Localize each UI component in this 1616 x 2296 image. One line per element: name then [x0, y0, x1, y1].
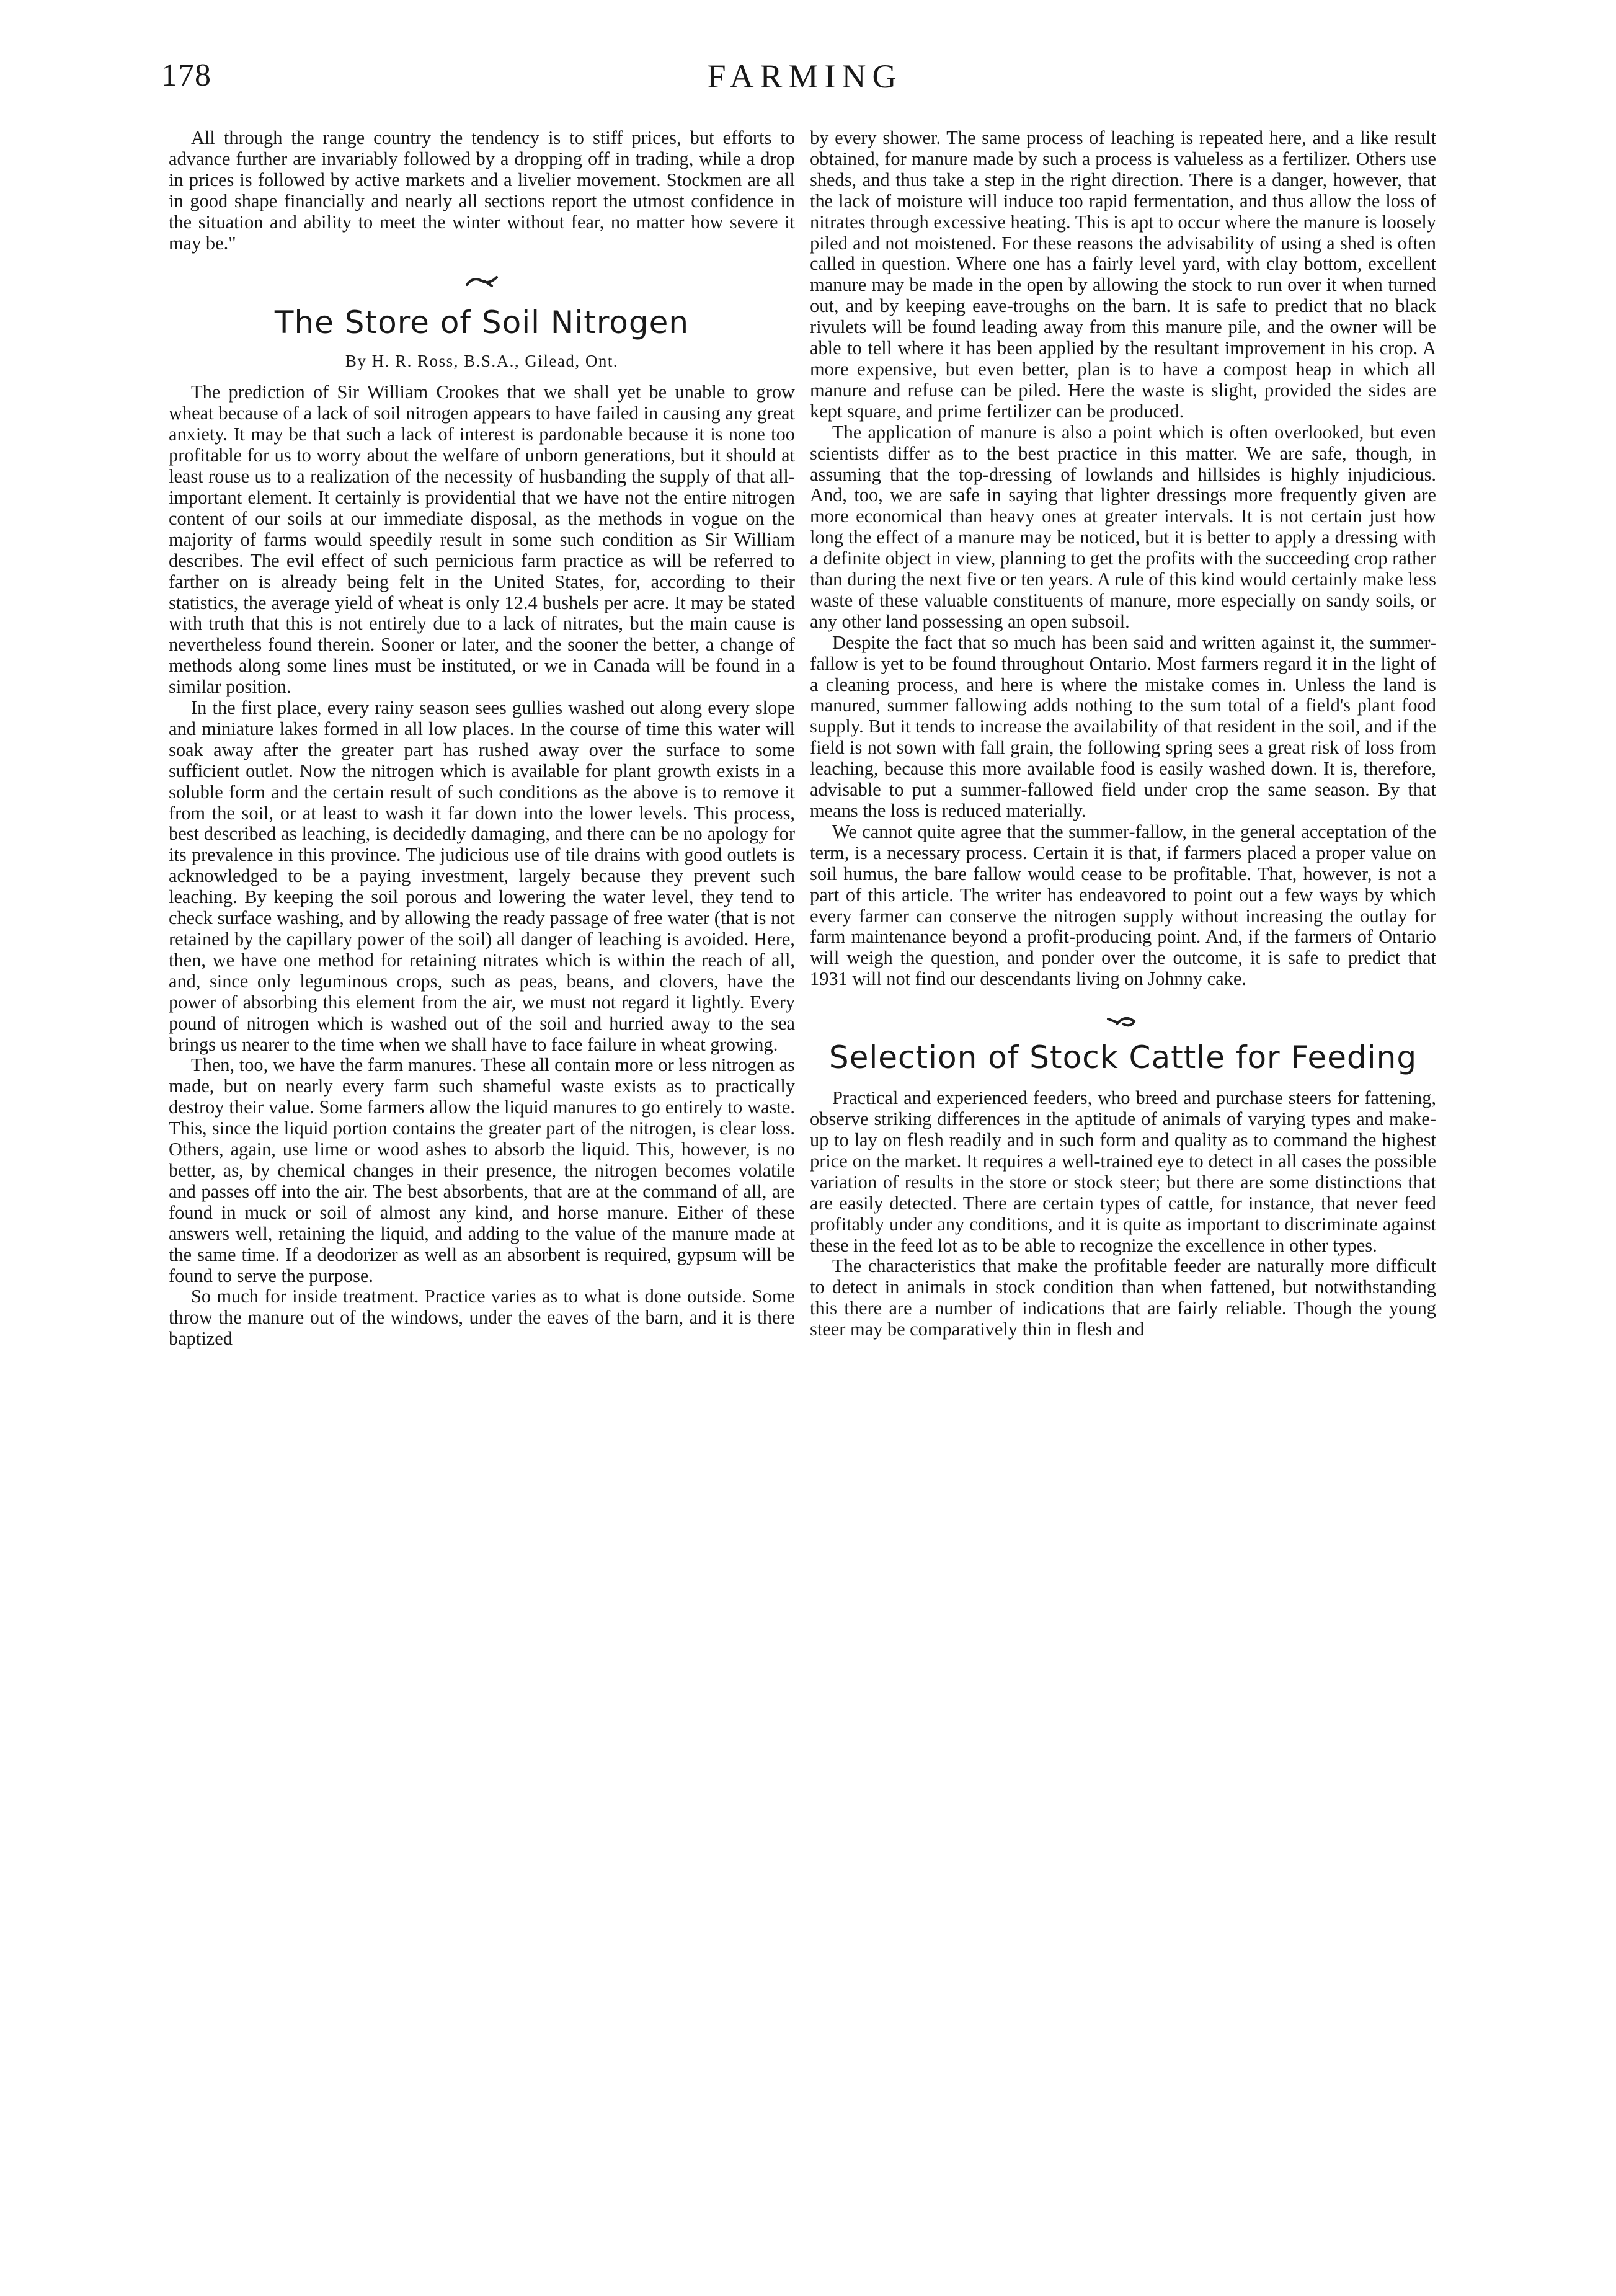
article-paragraph: The characteristics that make the profitable feeder are naturally more difficult to detect in animals in stock condition than when fattened, but notwithstanding this there are a number of indications that are fairly reliable. Though the young steer may be comparatively thin in flesh and [810, 1255, 1436, 1340]
intro-paragraph: All through the range country the tendency is to stiff prices, but efforts to advance further are invariably followed by a dropping off in trading, while a drop in prices is followed by active markets and a livelier movement. Stockmen are all in good shape financially and nearly all sections report the utmost confidence in the situation and ability to meet the winter without fear, no matter how severe it may be." [169, 127, 795, 254]
article-title: Selection of Stock Cattle for Feeding [828, 1039, 1418, 1076]
section-ornament-icon [810, 1002, 1436, 1039]
article-byline: By H. R. Ross, B.S.A., Gilead, Ont. [345, 352, 619, 371]
page-header [161, 57, 1449, 107]
article-paragraph: The prediction of Sir William Crookes that we shall yet be unable to grow wheat because of a lack of soil nitrogen appears to have failed in causing any great anxiety. It may be that such a lack of interest is pardonable because it is none too profitable for us to worry about the welfare of unborn generations, but it should at least rouse us to a realization of the necessity of husbanding the supply of that all-important element. It certainly is providential that we have not the entire nitrogen content of our soils at our immediate disposal, as the methods in vogue on the majority of farms would speedily result in some such condition as Sir William describes. The evil effect of such pernicious farm practice as will be referred to farther on is already being felt in the United States, for, according to their statistics, the average yield of wheat is only 12.4 bushels per acre. It may be stated with truth that this is not entirely due to a lack of nitrates, but the main cause is nevertheless found therein. Sooner or later, and the sooner the better, a change of methods along some lines must be instituted, or we in Canada will be found in a similar position. [169, 381, 795, 698]
article-paragraph: In the first place, every rainy season sees gullies washed out along every slope and miniature lakes formed in all low places. In the course of time this water will soak away after the greater part has rushed away over the surface to some sufficient outlet. Now the nitrogen which is available for plant growth exists in a soluble form and the certain result of such conditions as the above is to remove it from the soil, or at least to wash it far down into the lower levels. This process, best described as leaching, is decidedly damaging, and there can be no apology for its prevalence in this province. The judicious use of tile drains with good outlets is acknowledged to be a paying investment, largely because they prevent such leaching. By keeping the soil porous and lowering the water level, they tend to check surface washing, and by allowing the ready passage of free water (that is not retained by the capillary power of the soil) all danger of leaching is avoided. Here, then, we have one method for retaining nitrates which is within the reach of all, and, since only leguminous crops, such as peas, beans, and clovers, have the power of absorbing this element from the air, we must not regard it lightly. Every pound of nitrogen which is washed out of the soil and hurried away to the sea brings us nearer to the time when we shall have to face failure in wheat growing. [169, 697, 795, 1055]
section-ornament-icon [169, 264, 795, 301]
article-paragraph: Practical and experienced feeders, who breed and purchase steers for fattening, observe striking differences in the aptitude of animals of varying types and make-up to lay on flesh readily and in such form and quality as to command the highest price on the market. It requires a well-trained eye to detect in all cases the possible variation of results in the store or stock steer; but there are some distinctions that are easily detected. There are certain types of cattle, for instance, that never feed profitably under any conditions, and it is quite as important to discriminate against these in the feed lot as to be able to recognize the excellence in other types. [810, 1087, 1436, 1256]
article-paragraph: Despite the fact that so much has been said and written against it, the summer-fallow is yet to be found throughout Ontario. Most farmers regard it in the light of a cleaning process, and here is where the mistake comes in. Unless the land is manured, summer fallowing adds nothing to the sum total of a field's plant food supply. But it tends to increase the availability of that resident in the soil, and if the field is not sown with fall grain, the following spring sees a great risk of loss from leaching, because this more available food is easily washed down. It is, therefore, advisable to put a summer-fallowed field under crop the same season. By that means the loss is reduced materially. [810, 631, 1436, 821]
article-title: The Store of Soil Nitrogen [274, 305, 690, 341]
article-paragraph: The application of manure is also a point which is often overlooked, but even scientists differ as to the best practice in this matter. We are safe, though, in assuming that the top-dressing of lowlands and hillsides is highly injudicious. And, too, we are safe in saying that lighter dressings more frequently given are more economical than heavy ones at greater intervals. It is not certain just how long the effect of a manure may be noticed, but it is better to apply a dressing with a definite object in view, planning to get the profits with the succeeding crop rather than during the next five or ten years. A rule of this kind would certainly make less waste of these valuable constituents of manure, more especially on sandy soils, or any other land possessing an open subsoil. [810, 421, 1436, 632]
article-paragraph: Then, too, we have the farm manures. These all contain more or less nitrogen as made, but on nearly every farm such shameful waste exists as to practically destroy their value. Some farmers allow the liquid manures to go entirely to waste. This, since the liquid portion contains the greater part of the nitrogen, is clear loss. Others, again, use lime or wood ashes to absorb the liquid. This, however, is no better, as, by chemical changes in their presence, the nitrogen becomes volatile and passes off into the air. The best absorbents, that are at the command of all, are found in muck or soil of almost any kind, and horse manure. Either of these answers well, retaining the liquid, and adding to the value of the manure made at the same time. If a deodorizer as well as an absorbent is required, gypsum will be found to serve the purpose. [169, 1054, 795, 1286]
page-number: 178 [161, 58, 211, 93]
running-head: FARMING [707, 58, 903, 95]
article-paragraph: by every shower. The same process of leaching is repeated here, and a like result obtained, for manure made by such a process is valueless as a fertilizer. Others use sheds, and thus take a step in the right direction. There is a danger, however, that the lack of moisture will induce too rapid fermentation, and thus allow the loss of nitrates through excessive heating. This is apt to occur where the manure is loosely piled and not moistened. For these reasons the advisability of using a shed is often called in question. Where one has a fairly level yard, with clay bottom, excellent manure may be made in the open by allowing the stock to run over it when turned out, and by keeping eave-troughs on the barn. It is safe to predict that no black rivulets will be found leading away from this manure pile, and the owner will be able to tell where it has been applied by the resultant improvement in his crop. A more expensive, but even better, plan is to have a compost heap in which all manure and refuse can be piled. Here the waste is slight, provided the sides are kept square, and prime fertilizer can be produced. [810, 127, 1436, 422]
article-paragraph: We cannot quite agree that the summer-fallow, in the general acceptation of the term, is a necessary process. Certain it is that, if farmers placed a proper value on soil humus, the bare fallow would cease to be profitable. That, however, is not a part of this article. The writer has endeavored to point out a few ways by which every farmer can conserve the nitrogen supply without increasing the outlay for farm maintenance beyond a profit-producing point. And, if the farmers of Ontario will weigh the question, and ponder over the outcome, it is safe to predict that 1931 will not find our descendants living on Johnny cake. [810, 821, 1436, 990]
article-paragraph: So much for inside treatment. Practice varies as to what is done outside. Some throw the manure out of the windows, under the eaves of the barn, and it is there baptized [169, 1286, 795, 1350]
right-column [810, 128, 1436, 1340]
left-column [169, 128, 795, 1350]
